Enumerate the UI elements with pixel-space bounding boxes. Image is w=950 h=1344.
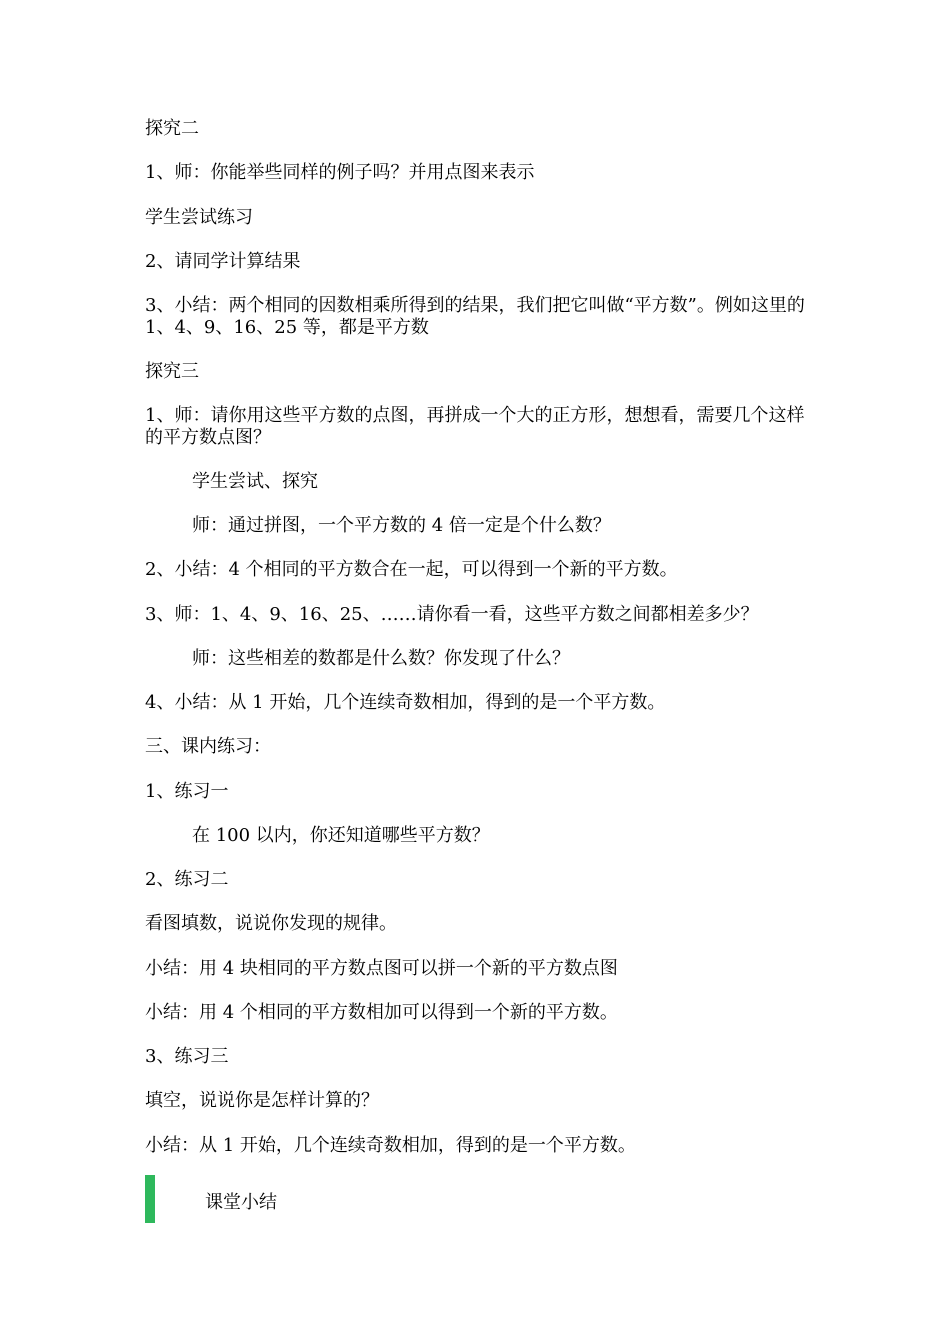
paragraph: 1、师：请你用这些平方数的点图，再拼成一个大的正方形，想想看，需要几个这样的平方数点图？	[145, 405, 805, 448]
paragraph: 1、师：你能举些同样的例子吗？并用点图来表示	[145, 162, 535, 183]
paragraph: 小结：从 1 开始，几个连续奇数相加，得到的是一个平方数。	[145, 1135, 636, 1156]
paragraph: 师：这些相差的数都是什么数？你发现了什么？	[192, 648, 570, 669]
paragraph: 3、师：1、4、9、16、25、……请你看一看，这些平方数之间都相差多少？	[145, 604, 759, 625]
paragraph: 3、小结：两个相同的因数相乘所得到的结果，我们把它叫做“平方数”。例如这里的 1、4、9、16、25 等，都是平方数	[145, 295, 805, 338]
paragraph: 学生尝试练习	[145, 207, 253, 228]
heading-explore-2: 探究二	[145, 118, 199, 139]
paragraph: 2、练习二	[145, 869, 229, 890]
heading-explore-3: 探究三	[145, 361, 199, 382]
section-title: 课堂小结	[205, 1192, 277, 1213]
paragraph: 3、练习三	[145, 1046, 229, 1067]
paragraph: 1、练习一	[145, 781, 229, 802]
section-accent-bar	[145, 1175, 155, 1223]
heading-in-class-practice: 三、课内练习：	[145, 736, 271, 757]
paragraph: 师：通过拼图，一个平方数的 4 倍一定是个什么数？	[192, 515, 611, 536]
paragraph: 小结：用 4 块相同的平方数点图可以拼一个新的平方数点图	[145, 958, 618, 979]
paragraph: 在 100 以内，你还知道哪些平方数？	[192, 825, 490, 846]
paragraph: 小结：用 4 个相同的平方数相加可以得到一个新的平方数。	[145, 1002, 618, 1023]
paragraph: 看图填数，说说你发现的规律。	[145, 913, 397, 934]
paragraph: 4、小结：从 1 开始，几个连续奇数相加，得到的是一个平方数。	[145, 692, 666, 713]
paragraph: 学生尝试、探究	[192, 471, 318, 492]
paragraph: 2、小结：4 个相同的平方数合在一起，可以得到一个新的平方数。	[145, 559, 678, 580]
paragraph: 填空，说说你是怎样计算的？	[145, 1090, 379, 1111]
paragraph: 2、请同学计算结果	[145, 251, 301, 272]
